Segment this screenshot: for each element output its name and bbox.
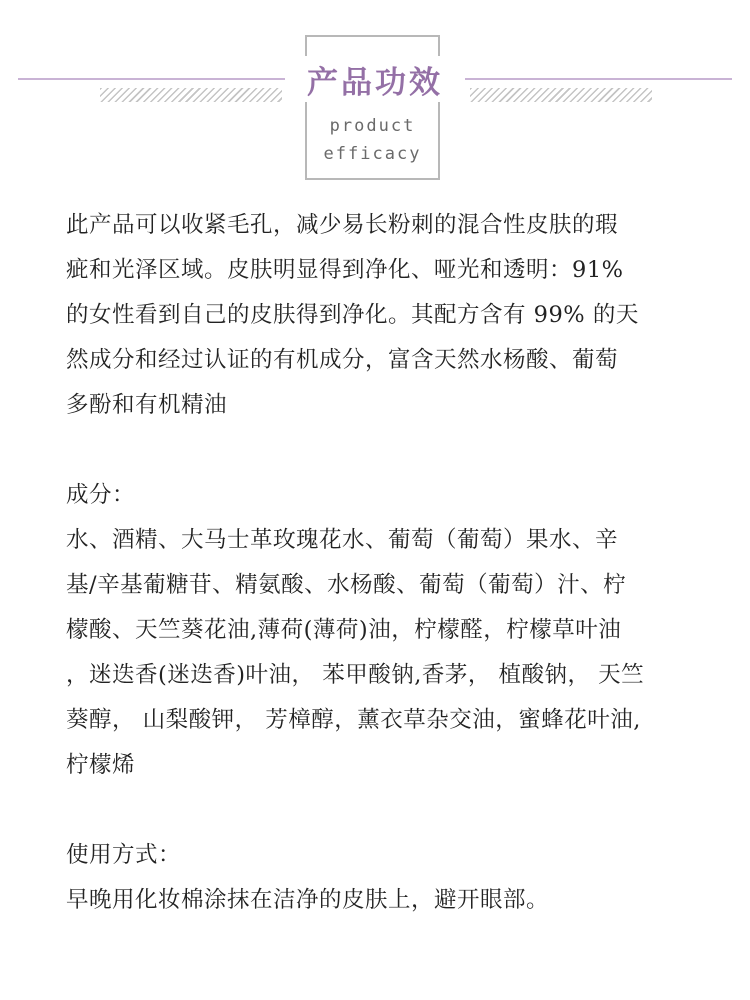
product-description [66, 203, 716, 923]
section-header [0, 0, 750, 200]
usage-heading: 使用方式： [66, 842, 182, 868]
section-spacer [66, 788, 716, 833]
header-hatch-right [470, 88, 652, 102]
section-title-english-line2: efficacy [323, 144, 422, 164]
section-title-chinese: 产品功效 [307, 64, 443, 101]
header-line-left [18, 78, 285, 80]
ingredients-list: 水、酒精、大马士革玫瑰花水、葡萄（葡萄）果水、辛 基/辛基葡糖苷、精氨酸、水杨酸、葡萄（葡萄）汁、柠 檬酸、天竺葵花油,薄荷(薄荷)油，柠檬醛，柠檬草叶油 ，迷迭香(迷迭香)叶油， 苯甲酸钠,香茅， 植酸钠， 天竺 葵醇， 山梨酸钾， 芳樟醇，薰衣草杂交油，蜜蜂花叶油, 柠檬烯 [66, 527, 645, 778]
efficacy-paragraph: 此产品可以收紧毛孔，减少易长粉刺的混合性皮肤的瑕 疵和光泽区域。皮肤明显得到净化、哑光和透明：91% 的女性看到自己的皮肤得到净化。其配方含有 99% 的天 然成分和经过认证的有机成分，富含天然水杨酸、葡萄 多酚和有机精油 [66, 212, 639, 418]
header-line-right [465, 78, 732, 80]
section-title-english [305, 112, 440, 168]
ingredients-heading: 成分： [66, 482, 136, 508]
section-title-english-line1: product [329, 116, 416, 136]
usage-instructions: 早晚用化妆棉涂抹在洁净的皮肤上，避开眼部。 [66, 887, 550, 913]
section-spacer [66, 428, 716, 473]
header-hatch-left [100, 88, 282, 102]
